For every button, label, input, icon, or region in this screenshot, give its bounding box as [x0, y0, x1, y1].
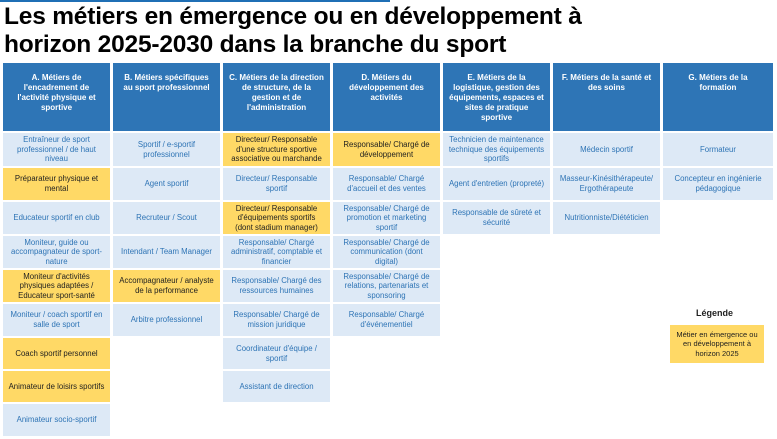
job-cell: Médecin sportif: [553, 133, 660, 166]
job-cell-emerging: Accompagnateur / analyste de la performance: [113, 270, 220, 302]
job-cell: Coordinateur d'équipe / sportif: [223, 338, 330, 369]
job-cell: Moniteur / coach sportif en salle de sport: [3, 304, 110, 336]
job-cell-emerging: Animateur de loisirs sportifs: [3, 371, 110, 402]
job-cell: Masseur-Kinésithérapeute/ Ergothérapeute: [553, 168, 660, 200]
job-cell-emerging: Directeur/ Responsable d'une structure sportive associative ou marchande: [223, 133, 330, 166]
page-title-line-2: horizon 2025-2030 dans la branche du sport: [4, 31, 507, 58]
job-cell: Arbitre professionnel: [113, 304, 220, 336]
job-cell: Animateur socio-sportif: [3, 404, 110, 436]
column-header-b: B. Métiers spécifiques au sport professionnel: [113, 63, 220, 131]
column-header-d: D. Métiers du développement des activités: [333, 63, 440, 131]
legend-title: Légende: [696, 308, 734, 318]
job-cell: Nutritionniste/Diététicien: [553, 202, 660, 234]
job-cell-emerging: Coach sportif personnel: [3, 338, 110, 369]
job-cell-emerging: Moniteur d'activités physiques adaptées / Educateur sport-santé: [3, 270, 110, 302]
job-cell: Concepteur en ingénierie pédagogique: [663, 168, 773, 200]
job-cell: Intendant / Team Manager: [113, 236, 220, 268]
job-cell-emerging: Directeur/ Responsable d'équipements sportifs (dont stadium manager): [223, 202, 330, 234]
job-cell: Entraîneur de sport professionnel / de haut niveau: [3, 133, 110, 166]
column-header-c: C. Métiers de la direction de structure, de la gestion et de l'administration: [223, 63, 330, 131]
job-cell: Responsable/ Chargé de mission juridique: [223, 304, 330, 336]
job-cell: Agent sportif: [113, 168, 220, 200]
job-cell: Assistant de direction: [223, 371, 330, 402]
job-cell: Agent d'entretien (propreté): [443, 168, 550, 200]
job-cell: Educateur sportif en club: [3, 202, 110, 234]
job-cell: Sportif / e-sportif professionnel: [113, 133, 220, 166]
column-header-e: E. Métiers de la logistique, gestion des équipements, espaces et sites de pratique sportive: [443, 63, 550, 131]
column-header-a: A. Métiers de l'encadrement de l'activité physique et sportive: [3, 63, 110, 131]
job-cell: Responsable/ Chargé d'événementiel: [333, 304, 440, 336]
job-cell: Recruteur / Scout: [113, 202, 220, 234]
column-headers: [3, 63, 773, 131]
job-cell: Responsable de sûreté et sécurité: [443, 202, 550, 234]
job-cell: Responsable/ Chargé de relations, partenariats et sponsoring: [333, 270, 440, 302]
title-accent-line: [0, 0, 390, 2]
job-cell-emerging: Responsable/ Chargé de développement: [333, 133, 440, 166]
job-cell-emerging: Préparateur physique et mental: [3, 168, 110, 200]
job-cell: Technicien de maintenance technique des équipements sportifs: [443, 133, 550, 166]
job-cell: Moniteur, guide ou accompagnateur de sport-nature: [3, 236, 110, 268]
job-cell: Directeur/ Responsable sportif: [223, 168, 330, 200]
job-cell: Formateur: [663, 133, 773, 166]
column-header-g: G. Métiers de la formation: [663, 63, 773, 131]
job-cell: Responsable/ Chargé de communication (dont digital): [333, 236, 440, 268]
job-cell: Responsable/ Chargé des ressources humaines: [223, 270, 330, 302]
job-cell: Responsable/ Chargé de promotion et marketing sportif: [333, 202, 440, 234]
job-cell: Responsable/ Chargé administratif, comptable et financier: [223, 236, 330, 268]
page-title: [4, 3, 774, 59]
column-header-f: F. Métiers de la santé et des soins: [553, 63, 660, 131]
page-title-line-1: Les métiers en émergence ou en développement à: [4, 3, 582, 30]
legend-emerging-swatch: Métier en émergence ou en développement à horizon 2025: [670, 325, 764, 363]
job-cell: Responsable/ Chargé d'accueil et des ventes: [333, 168, 440, 200]
